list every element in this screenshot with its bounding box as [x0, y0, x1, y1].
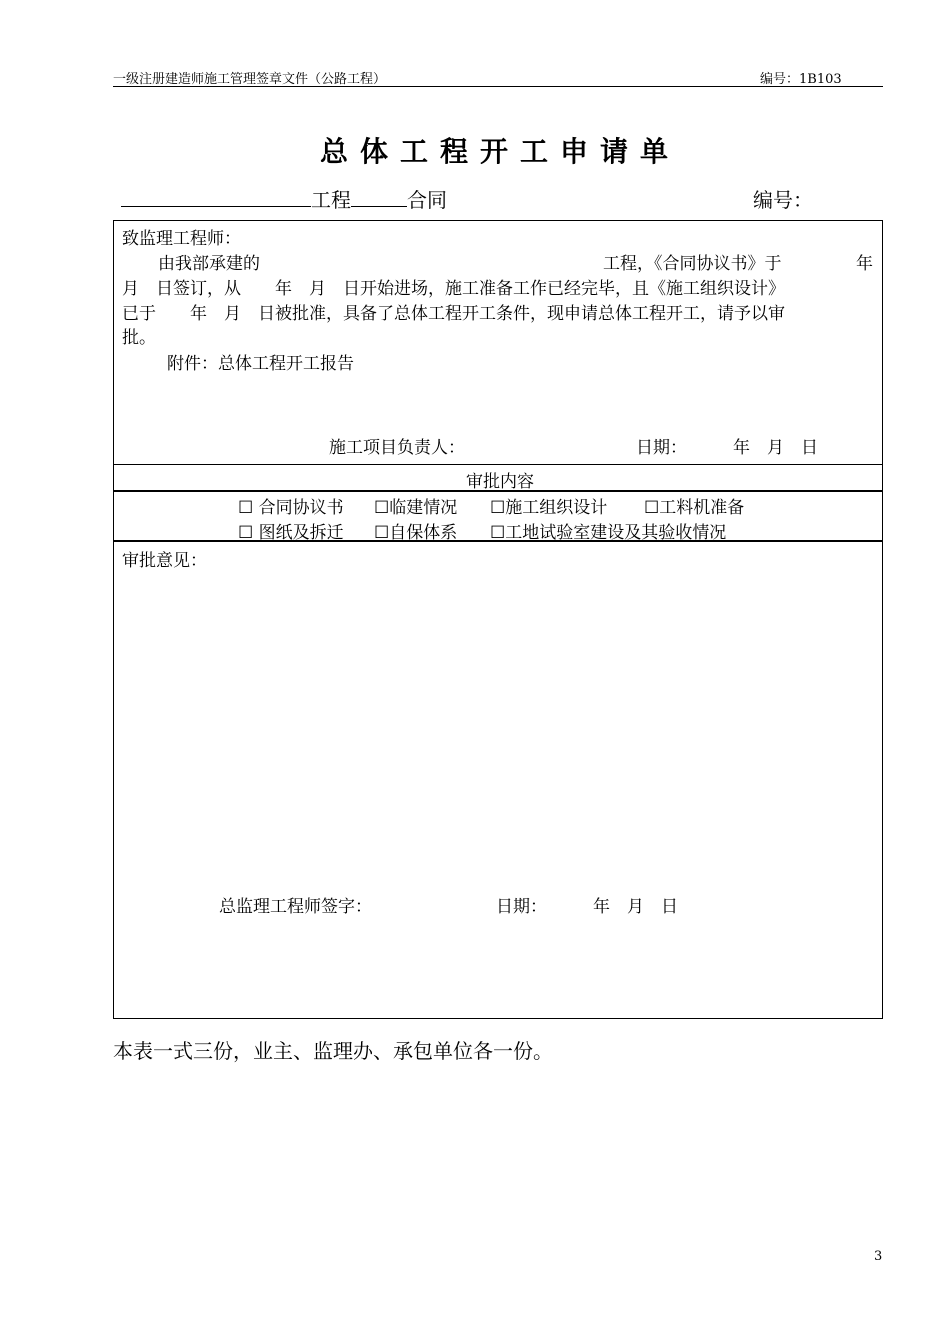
checkbox-contract-agreement[interactable]: ☐ 合同协议书 — [238, 498, 344, 518]
checkbox-construction-plan[interactable]: ☐施工组织设计 — [490, 498, 608, 518]
checklist-row-2 — [238, 518, 726, 543]
header-divider — [113, 86, 883, 87]
attachment-note: 附件：总体工程开工报告 — [167, 354, 354, 374]
checkbox-site-laboratory[interactable]: ☐工地试验室建设及其验收情况 — [490, 523, 727, 543]
contract-suffix: 合同 — [407, 188, 447, 212]
application-text-1b: 工程，《合同协议书》于 — [603, 254, 782, 274]
addressee: 致监理工程师： — [122, 229, 241, 249]
project-suffix: 工程 — [311, 188, 351, 212]
application-date-fields: 年 月 日 — [733, 438, 818, 458]
checklist-row-1 — [238, 493, 744, 518]
application-date-label: 日期： — [636, 438, 687, 458]
review-opinion-section — [113, 540, 883, 1019]
contract-name-blank[interactable] — [351, 186, 407, 207]
page-title: 总体工程开工申请单 — [319, 135, 680, 168]
application-text-2: 月 日签订，从 年 月 日开始进场，施工准备工作已经完毕，且《施工组织设计》 — [122, 279, 785, 299]
chief-supervisor-signature-label: 总监理工程师签字： — [219, 897, 372, 917]
checkbox-self-assurance-system[interactable]: ☐自保体系 — [374, 523, 458, 543]
review-date-label: 日期： — [496, 897, 547, 917]
copies-note: 本表一式三份，业主、监理办、承包单位各一份。 — [113, 1039, 553, 1063]
project-manager-signature-label: 施工项目负责人： — [329, 438, 465, 458]
application-text-1a: 由我部承建的 — [158, 254, 260, 274]
checkbox-labor-material-equipment[interactable]: ☐工料机准备 — [644, 498, 745, 518]
project-line — [121, 184, 447, 213]
page-number: 3 — [874, 1249, 883, 1264]
review-date-fields: 年 月 日 — [593, 897, 678, 917]
review-opinion-label: 审批意见： — [122, 551, 207, 571]
application-text-3: 已于 年 月 日被批准，具备了总体工程开工条件，现申请总体工程开工，请予以审 — [122, 304, 785, 324]
header-doc-number: 编号：1B103 — [760, 72, 842, 87]
checkbox-temporary-facilities[interactable]: ☐临建情况 — [374, 498, 458, 518]
header-doc-series: 一级注册建造师施工管理签章文件（公路工程） — [113, 72, 387, 87]
review-content-title: 审批内容 — [466, 472, 534, 492]
project-name-blank[interactable] — [121, 186, 311, 207]
form-number-label: 编号： — [753, 188, 813, 212]
checkbox-drawings-relocation[interactable]: ☐ 图纸及拆迁 — [238, 523, 344, 543]
application-text-1c: 年 — [856, 254, 873, 274]
application-text-4: 批。 — [122, 328, 156, 348]
